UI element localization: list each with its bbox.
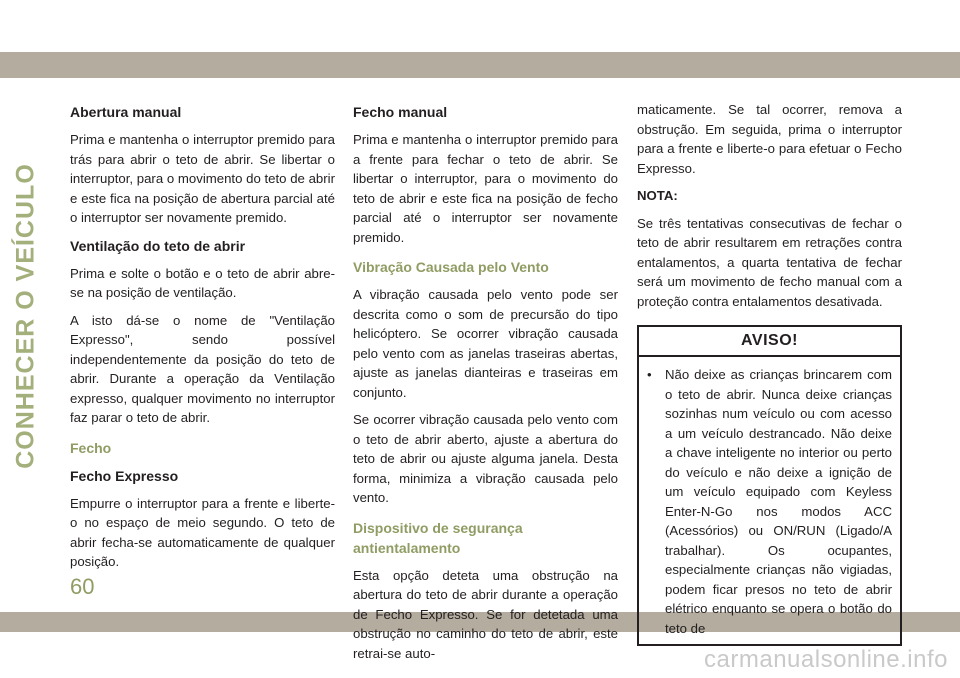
watermark: carmanualsonline.info — [704, 646, 948, 673]
warning-box — [637, 325, 902, 646]
paragraph-vent-1: Prima e solte o botão e o teto de abrir abre-se na posição de ventilação. — [70, 265, 335, 300]
paragraph-manual-open: Prima e mantenha o interruptor premido para trás para abrir o teto de abrir. Se libertar o interruptor, para o movimento do teto de abrir e este fica na posição de abertura parcial até o interruptor ser novamente premido. — [70, 132, 335, 225]
column-3 — [637, 100, 902, 646]
paragraph-manual-close: Prima e mantenha o interruptor premido para a frente para fechar o teto de abrir. Se libertar o interruptor, para o movimento do teto de abrir e este fica na posição de fecho parcial até o interruptor ser novamente premido. — [353, 132, 618, 245]
section-side-title-text: CONHECER O VEÍCULO — [11, 163, 40, 469]
warning-title: AVISO! — [639, 327, 900, 357]
bullet-icon: • — [647, 367, 652, 382]
paragraph-continuation: maticamente. Se tal ocorrer, remova a obstrução. Em seguida, prima o interruptor para a frente e liberte-o para efetuar o Fecho Expresso. — [637, 102, 902, 176]
heading-wind-buffeting: Vibração Causada pelo Vento — [353, 259, 549, 275]
header-bar — [0, 52, 960, 78]
paragraph-vent-2: A isto dá-se o nome de "Ventilação Expresso", sendo possível independentemente da posição do teto de abrir. Durante a operação da Ventilação expresso, qualquer movimento no interruptor faz parar o teto de abrir. — [70, 312, 335, 425]
page-number: 60 — [70, 574, 95, 599]
heading-close: Fecho — [70, 439, 112, 456]
paragraph-wind-2: Se ocorrer vibração causada pelo vento com o teto de abrir aberto, ajuste a abertura do teto de abrir ou ajuste alguma janela. Desta forma, minimiza a vibração causada pelo vento. — [353, 412, 618, 505]
heading-vent: Ventilação do teto de abrir — [70, 237, 246, 254]
heading-pinch-protect: Dispositivo de segurança antientalamento — [353, 519, 523, 556]
heading-manual-open: Abertura manual — [70, 104, 182, 120]
note-label: NOTA: — [637, 188, 678, 203]
column-2 — [353, 100, 618, 671]
warning-text: Não deixe as crianças brincarem com o teto de abrir. Nunca deixe crianças sozinhas num veículo ou com acesso a um veículo destrancado. Não deixe a chave inteligente no interior ou perto do veículo e não deixe a ignição de um veículo equipado com Keyless Enter-N-Go nos modos ACC (Acessórios) ou ON/RUN (Ligado/A trabalhar). Os ocupantes, especialmente crianças não vigiadas, podem ficar presos no teto de abrir elétrico enquanto se opera o botão do teto de — [665, 367, 892, 636]
paragraph-express-close: Empurre o interruptor para a frente e liberte-o no espaço de meio segundo. O teto de abrir fecha-se automaticamente de qualquer posição. — [70, 495, 335, 569]
header-band — [0, 0, 960, 78]
warning-item — [647, 365, 892, 638]
paragraph-pinch-protect: Esta opção deteta uma obstrução na abertura do teto de abrir durante a operação de Fecho Expresso. Se for detetada uma obstrução no caminho do teto de abrir, este retrai-se auto- — [353, 567, 618, 661]
heading-manual-close: Fecho manual — [353, 104, 448, 120]
note-text: Se três tentativas consecutivas de fechar o teto de abrir resultarem em retrações contra entalamentos, a quarta tentativa de fechar será um movimento de fecho manual com a proteção contra entalamentos desativada. — [637, 215, 902, 309]
warning-body — [639, 357, 900, 644]
column-1 — [70, 100, 335, 580]
heading-express-close: Fecho Expresso — [70, 467, 179, 484]
paragraph-wind-1: A vibração causada pelo vento pode ser descrita como o som de precursão do tipo helicóptero. Se ocorrer vibração causada pelo vento com as janelas traseiras abertas, ajuste as janelas dianteiras e traseiras em conjunto. — [353, 287, 618, 400]
